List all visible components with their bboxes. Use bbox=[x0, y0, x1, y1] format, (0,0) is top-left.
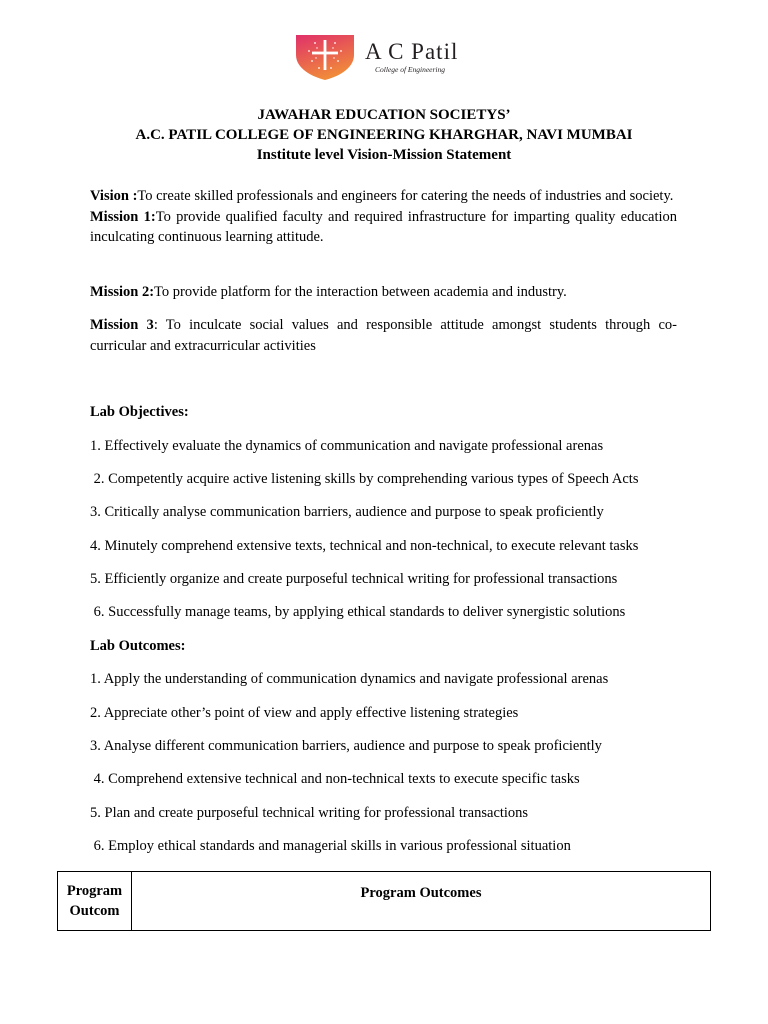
mission-2-text: To provide platform for the interaction between academia and industry. bbox=[154, 284, 567, 300]
college-logo bbox=[295, 33, 485, 81]
lab-objective-item: 5. Efficiently organize and create purposeful technical writing for professional transactions bbox=[90, 571, 618, 587]
lab-objectives-heading: Lab Objectives: bbox=[90, 404, 189, 420]
lab-objective-item: 4. Minutely comprehend extensive texts, technical and non-technical, to execute relevant tasks bbox=[90, 538, 639, 554]
mission-3-label: Mission 3 bbox=[90, 317, 154, 333]
table-header-row bbox=[58, 872, 711, 931]
column-header-line: Outcom bbox=[69, 903, 120, 919]
vision-mission1-block bbox=[90, 186, 677, 248]
lab-outcome-item: 1. Apply the understanding of communication dynamics and navigate professional arenas bbox=[90, 671, 609, 687]
mission-2-label: Mission 2: bbox=[90, 284, 155, 300]
logo-subtitle: College of Engineering bbox=[375, 65, 445, 74]
program-outcome-column-header bbox=[58, 872, 132, 931]
lab-objective-item: 1. Effectively evaluate the dynamics of communication and navigate professional arenas bbox=[90, 438, 604, 454]
mission-3-statement bbox=[90, 315, 677, 356]
vision-text: To create skilled professionals and engineers for catering the needs of industries and society. bbox=[137, 188, 674, 204]
mission-3-text: : To inculcate social values and responsible attitude amongst students through co-curricular and extracurricular activities bbox=[90, 317, 677, 354]
program-outcomes-column-header: Program Outcomes bbox=[132, 872, 711, 931]
vision-statement bbox=[90, 186, 677, 207]
column-header-line: Program bbox=[66, 883, 123, 899]
document-header bbox=[0, 105, 768, 165]
mission-1-text: To provide qualified faculty and required infrastructure for imparting quality education inculcating continuous learning attitude. bbox=[90, 208, 678, 245]
lab-objective-item: 3. Critically analyse communication barriers, audience and purpose to speak proficiently bbox=[90, 504, 604, 520]
logo-name: A C Patil bbox=[365, 39, 459, 64]
lab-outcome-item: 2. Appreciate other’s point of view and apply effective listening strategies bbox=[90, 705, 519, 721]
mission-1-statement bbox=[90, 207, 677, 248]
statement-title: Institute level Vision-Mission Statement bbox=[256, 147, 512, 163]
mission-2-statement bbox=[90, 282, 567, 302]
lab-outcome-item: 3. Analyse different communication barriers, audience and purpose to speak proficiently bbox=[90, 738, 602, 754]
shield-emblem-icon bbox=[295, 33, 355, 81]
lab-outcome-item: 5. Plan and create purposeful technical writing for professional transactions bbox=[90, 805, 529, 821]
lab-outcomes-heading: Lab Outcomes: bbox=[90, 638, 186, 654]
mission-1-label: Mission 1: bbox=[90, 208, 156, 225]
program-outcomes-table bbox=[57, 871, 711, 931]
vision-label: Vision : bbox=[90, 188, 138, 204]
lab-outcome-item: 4. Comprehend extensive technical and non-technical texts to execute specific tasks bbox=[90, 771, 580, 787]
lab-outcome-item: 6. Employ ethical standards and managerial skills in various professional situation bbox=[90, 838, 571, 854]
society-name: JAWAHAR EDUCATION SOCIETYS’ bbox=[257, 107, 511, 123]
lab-objective-item: 6. Successfully manage teams, by applying ethical standards to deliver synergistic solutions bbox=[90, 604, 626, 620]
lab-objective-item: 2. Competently acquire active listening skills by comprehending various types of Speech Acts bbox=[90, 471, 639, 487]
college-name: A.C. PATIL COLLEGE OF ENGINEERING KHARGHAR, NAVI MUMBAI bbox=[135, 127, 633, 143]
